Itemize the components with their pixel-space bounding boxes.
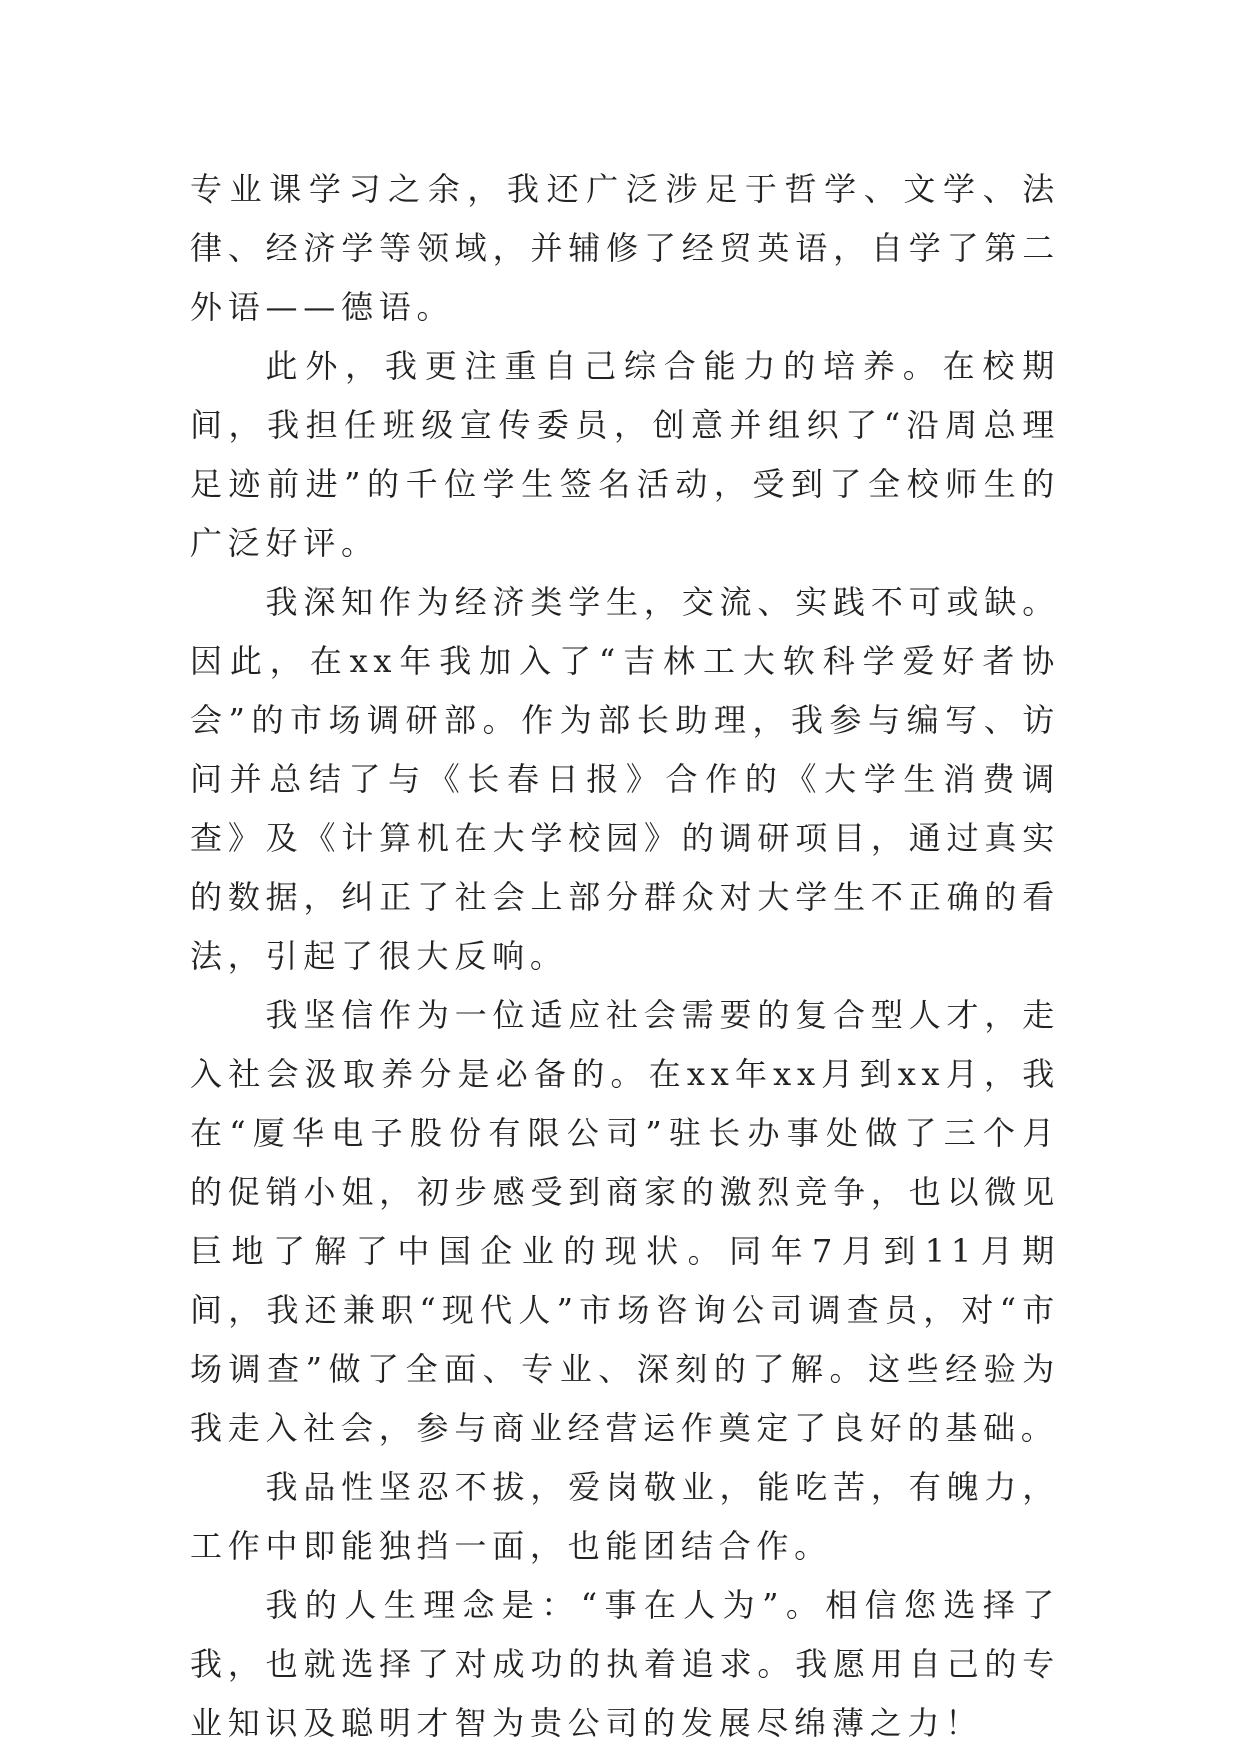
- paragraph-philosophy: 我的人生理念是：“事在人为”。相信您选择了我，也就选择了对成功的执着追求。我愿用自己的专业知识及聪明才智为贵公司的发展尽绵薄之力！: [190, 1586, 1060, 1742]
- paragraph-character: 我品性坚忍不拔，爱岗敬业，能吃苦，有魄力，工作中即能独挡一面，也能团结合作。: [190, 1468, 1060, 1565]
- paragraph-work-experience: 我坚信作为一位适应社会需要的复合型人才，走入社会汲取养分是必备的。在xx年xx月到xx月，我在“厦华电子股份有限公司”驻长办事处做了三个月的促销小姐，初步感受到商家的激烈竞争，也以微见巨地了解了中国企业的现状。同年7月到11月期间，我还兼职“现代人”市场咨询公司调查员，对“市场调查”做了全面、专业、深刻的了解。这些经验为我走入社会，参与商业经营运作奠定了良好的基础。: [190, 996, 1060, 1447]
- paragraph-continued: 专业课学习之余，我还广泛涉足于哲学、文学、法律、经济学等领域，并辅修了经贸英语，自学了第二外语——德语。: [190, 170, 1060, 326]
- document-body: [190, 160, 1060, 1753]
- paragraph-practice: 我深知作为经济类学生，交流、实践不可或缺。因此，在xx年我加入了“吉林工大软科学爱好者协会”的市场调研部。作为部长助理，我参与编写、访问并总结了与《长春日报》合作的《大学生消费调查》及《计算机在大学校园》的调研项目，通过真实的数据，纠正了社会上部分群众对大学生不正确的看法，引起了很大反响。: [190, 583, 1060, 975]
- paragraph-abilities: 此外，我更注重自己综合能力的培养。在校期间，我担任班级宣传委员，创意并组织了“沿周总理足迹前进”的千位学生签名活动，受到了全校师生的广泛好评。: [190, 347, 1060, 562]
